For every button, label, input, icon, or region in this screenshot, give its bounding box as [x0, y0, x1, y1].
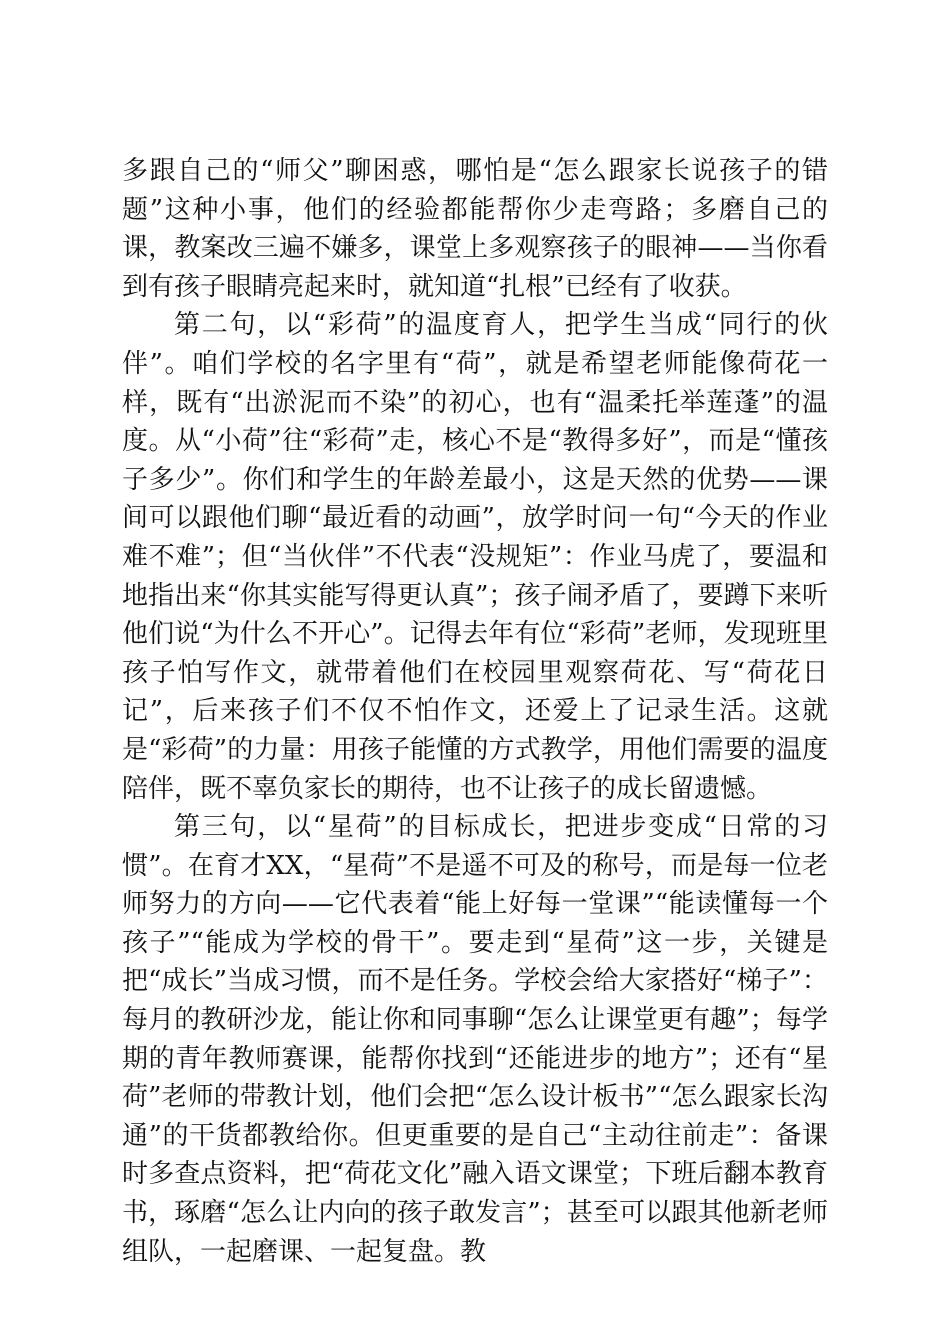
paragraph-second-sentence: 第二句，以“彩荷”的温度育人，把学生当成“同行的伙伴”。咱们学校的名字里有“荷”，就是希望老师能像荷花一样，既有“出淤泥而不染”的初心，也有“温柔托举莲蓬”的温度。从“小荷”往“彩荷”走，核心不是“教得多好”，而是“懂孩子多少”。你们和学生的年龄差最小，这是天然的优势——课间可以跟他们聊“最近看的动画”，放学时问一句“今天的作业难不难”；但“当伙伴”不代表“没规矩”：作业马虎了，要温和地指出来“你其实能写得更认真”；孩子闹矛盾了，要蹲下来听他们说“为什么不开心”。记得去年有位“彩荷”老师，发现班里孩子怕写作文，就带着他们在校园里观察荷花、写“荷花日记”，后来孩子们不仅不怕作文，还爱上了记录生活。这就是“彩荷”的力量：用孩子能懂的方式教学，用他们需要的温度陪伴，既不辜负家长的期待，也不让孩子的成长留遗憾。 — [122, 310, 828, 804]
paragraph-third-sentence: 第三句，以“星荷”的目标成长，把进步变成“日常的习惯”。在育才XX，“星荷”不是遥不可及的称号，而是每一位老师努力的方向——它代表着“能上好每一堂课”“能读懂每一个孩子”“能成为学校的骨干”。要走到“星荷”这一步，关键是把“成长”当成习惯，而不是任务。学校会给大家搭好“梯子”：每月的教研沙龙，能让你和同事聊“怎么让课堂更有趣”；每学期的青年教师赛课，能帮你找到“还能进步的地方”；还有“星荷”老师的带教计划，他们会把“怎么设计板书”“怎么跟家长沟通”的干货都教给你。但更重要的是自己“主动往前走”：备课时多查点资料，把“荷花文化”融入语文课堂；下班后翻本教育书，琢磨“怎么让内向的孩子敢发言”；甚至可以跟其他新老师组队，一起磨课、一起复盘。教 — [122, 812, 828, 1267]
paragraph-continuation: 多跟自己的“师父”聊困惑，哪怕是“怎么跟家长说孩子的错题”这种小事，他们的经验都能帮你少走弯路；多磨自己的课，教案改三遍不嫌多，课堂上多观察孩子的眼神——当你看到有孩子眼睛亮起来时，就知道“扎根”已经有了收获。 — [122, 156, 828, 302]
document-body — [122, 152, 828, 1271]
